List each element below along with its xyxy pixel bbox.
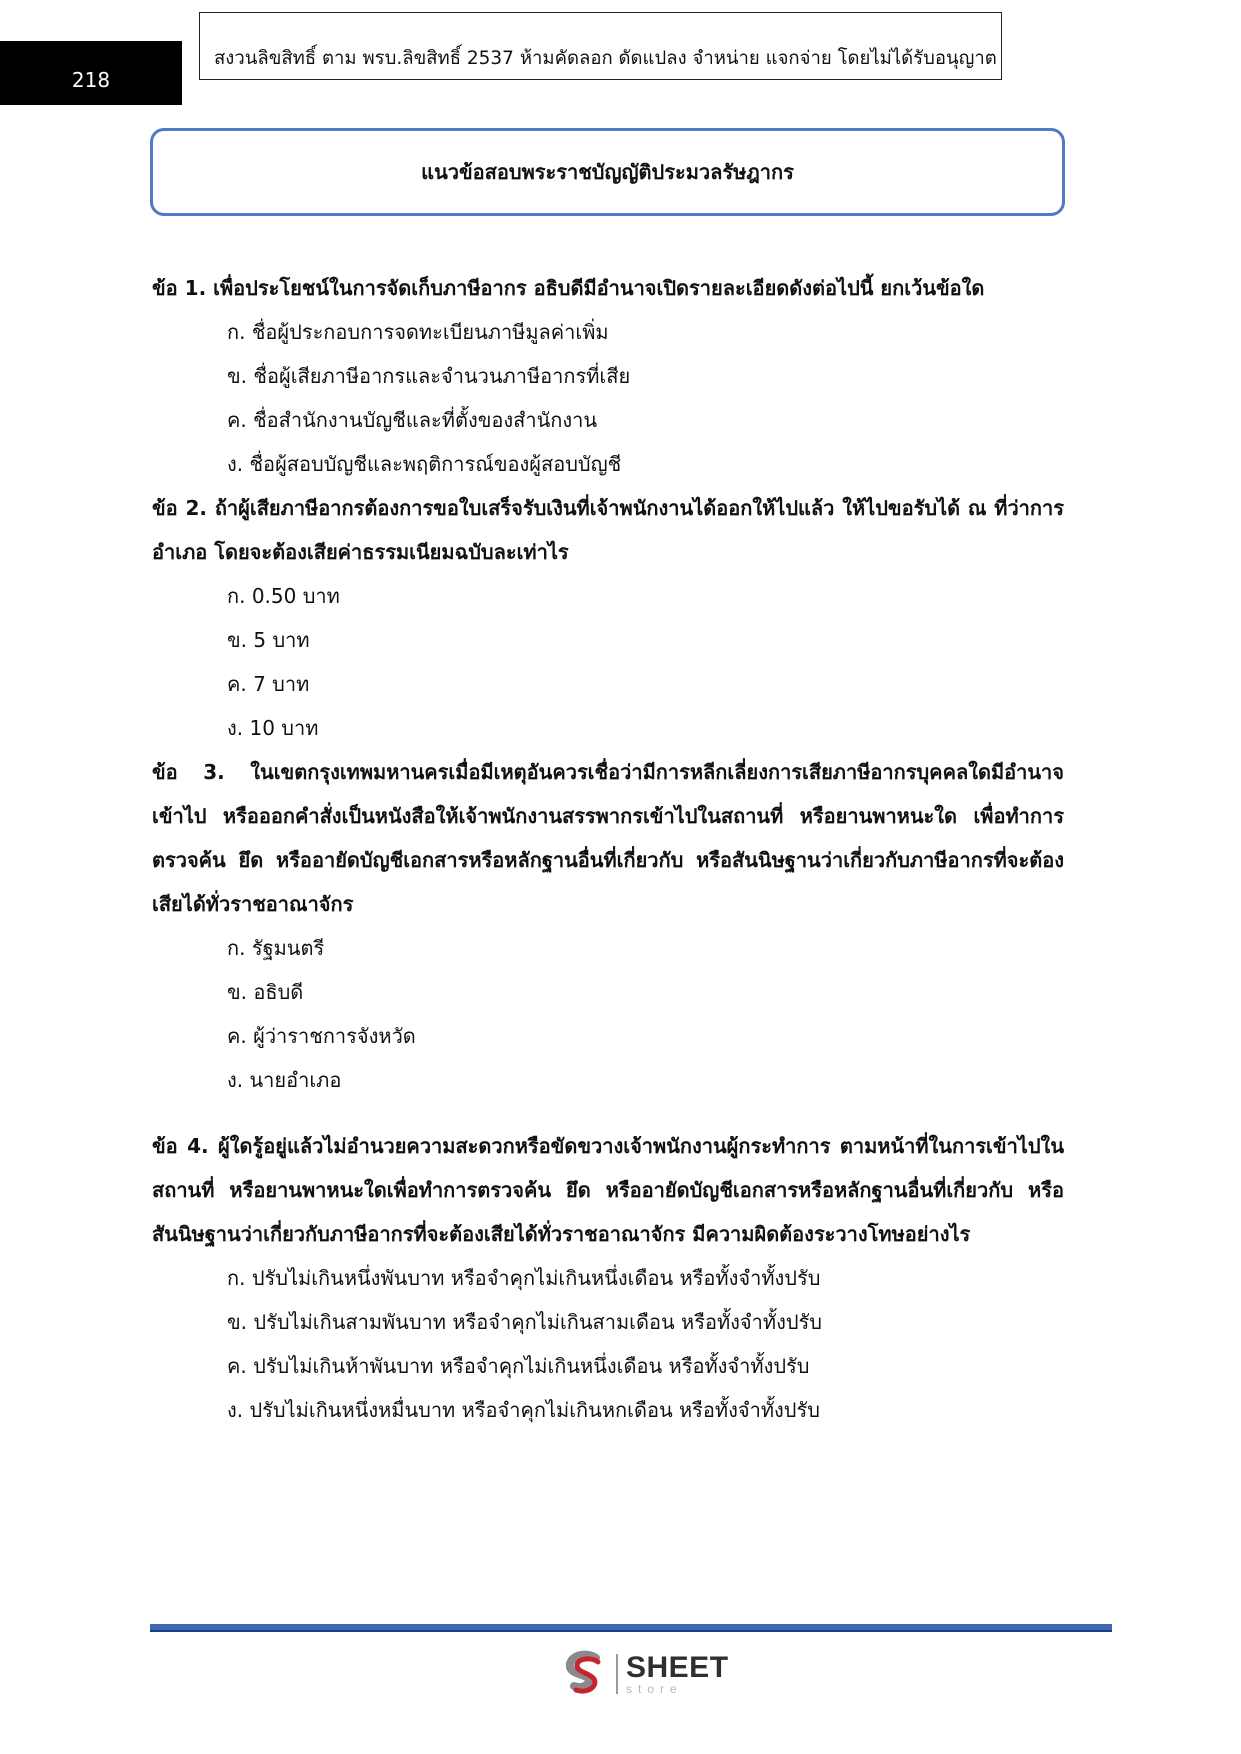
page-title: แนวข้อสอบพระราชบัญญัติประมวลรัษฎากร <box>421 160 794 184</box>
sheet-store-logo <box>558 1648 729 1700</box>
choice-item: ค. ผู้ว่าราชการจังหวัด <box>227 1024 416 1048</box>
question-text: ข้อ 4. ผู้ใดรู้อยู่แล้วไม่อำนวยความสะดวกหรือขัดขวางเจ้าพนักงานผู้กระทำการ ตามหน้าที่ในการเข้าไปในสถานที่ หรือยานพาหนะใดเพื่อทำการตรวจค้น ยึด หรืออายัดบัญชีเอกสารหรือหลักฐานอื่นที่เกี่ยวกับ หรือสันนิษฐานว่าเกี่ยวกับภาษีอากรที่จะต้องเสียได้ทั่วราชอาณาจักร มีความผิดต้องระวางโทษอย่างไร <box>152 1134 1064 1246</box>
choice-item: ข. 5 บาท <box>227 628 310 652</box>
question-3 <box>152 750 1064 1102</box>
choice-item: ก. ปรับไม่เกินหนึ่งพันบาท หรือจำคุกไม่เกินหนึ่งเดือน หรือทั้งจำทั้งปรับ <box>227 1266 821 1290</box>
copyright-notice: สงวนลิขสิทธิ์ ตาม พรบ.ลิขสิทธิ์ 2537 ห้ามคัดลอก ดัดแปลง จำหน่าย แจกจ่าย โดยไม่ได้รับอนุญาต <box>199 12 1002 80</box>
choice-item: ข. อธิบดี <box>227 980 304 1004</box>
choice-item: ก. 0.50 บาท <box>227 584 340 608</box>
page-number: 218 <box>0 41 182 105</box>
footer-divider <box>150 1624 1112 1632</box>
question-4 <box>152 1124 1064 1432</box>
choice-item: ข. ปรับไม่เกินสามพันบาท หรือจำคุกไม่เกินสามเดือน หรือทั้งจำทั้งปรับ <box>227 1310 822 1334</box>
spacer <box>152 1102 1064 1124</box>
question-text: ข้อ 1. เพื่อประโยชน์ในการจัดเก็บภาษีอากร อธิบดีมีอำนาจเปิดรายละเอียดดังต่อไปนี้ ยกเว้นข้อใด <box>152 276 985 300</box>
choice-item: ค. 7 บาท <box>227 672 310 696</box>
choice-item: ข. ชื่อผู้เสียภาษีอากรและจำนวนภาษีอากรที่เสีย <box>227 364 631 388</box>
choice-item: ง. ปรับไม่เกินหนึ่งหมื่นบาท หรือจำคุกไม่เกินหกเดือน หรือทั้งจำทั้งปรับ <box>227 1398 820 1422</box>
choice-item: ค. ชื่อสำนักงานบัญชีและที่ตั้งของสำนักงาน <box>227 408 598 432</box>
question-2 <box>152 486 1064 750</box>
page-title-box <box>150 128 1065 216</box>
choice-item: ง. ชื่อผู้สอบบัญชีและพฤติการณ์ของผู้สอบบัญชี <box>227 452 622 476</box>
logo-main-text: SHEET <box>626 1651 729 1684</box>
logo-text <box>626 1653 729 1695</box>
choice-item: ก. รัฐมนตรี <box>227 936 325 960</box>
logo-sub-text: store <box>626 1682 683 1696</box>
question-1 <box>152 266 1064 486</box>
choice-item: ค. ปรับไม่เกินห้าพันบาท หรือจำคุกไม่เกินหนึ่งเดือน หรือทั้งจำทั้งปรับ <box>227 1354 810 1378</box>
choice-item: ง. 10 บาท <box>227 716 319 740</box>
questions-container <box>152 266 1064 1432</box>
choice-item: ก. ชื่อผู้ประกอบการจดทะเบียนภาษีมูลค่าเพิ่ม <box>227 320 609 344</box>
question-text: ข้อ 2. ถ้าผู้เสียภาษีอากรต้องการขอใบเสร็จรับเงินที่เจ้าพนักงานได้ออกให้ไปแล้ว ให้ไปขอรับได้ ณ ที่ว่าการอำเภอ โดยจะต้องเสียค่าธรรมเนียมฉบับละเท่าไร <box>152 496 1064 564</box>
question-text: ข้อ 3. ในเขตกรุงเทพมหานครเมื่อมีเหตุอันควรเชื่อว่ามีการหลีกเลี่ยงการเสียภาษีอากรบุคคลใดมีอำนาจเข้าไป หรือออกคำสั่งเป็นหนังสือให้เจ้าพนักงานสรรพากรเข้าไปในสถานที่ หรือยานพาหนะใด เพื่อทำการตรวจค้น ยึด หรืออายัดบัญชีเอกสารหรือหลักฐานอื่นที่เกี่ยวกับ หรือสันนิษฐานว่าเกี่ยวกับภาษีอากรที่จะต้องเสียได้ทั่วราชอาณาจักร <box>152 760 1064 916</box>
sheet-logo-icon <box>558 1648 610 1700</box>
choice-item: ง. นายอำเภอ <box>227 1068 342 1092</box>
logo-divider <box>616 1654 618 1694</box>
